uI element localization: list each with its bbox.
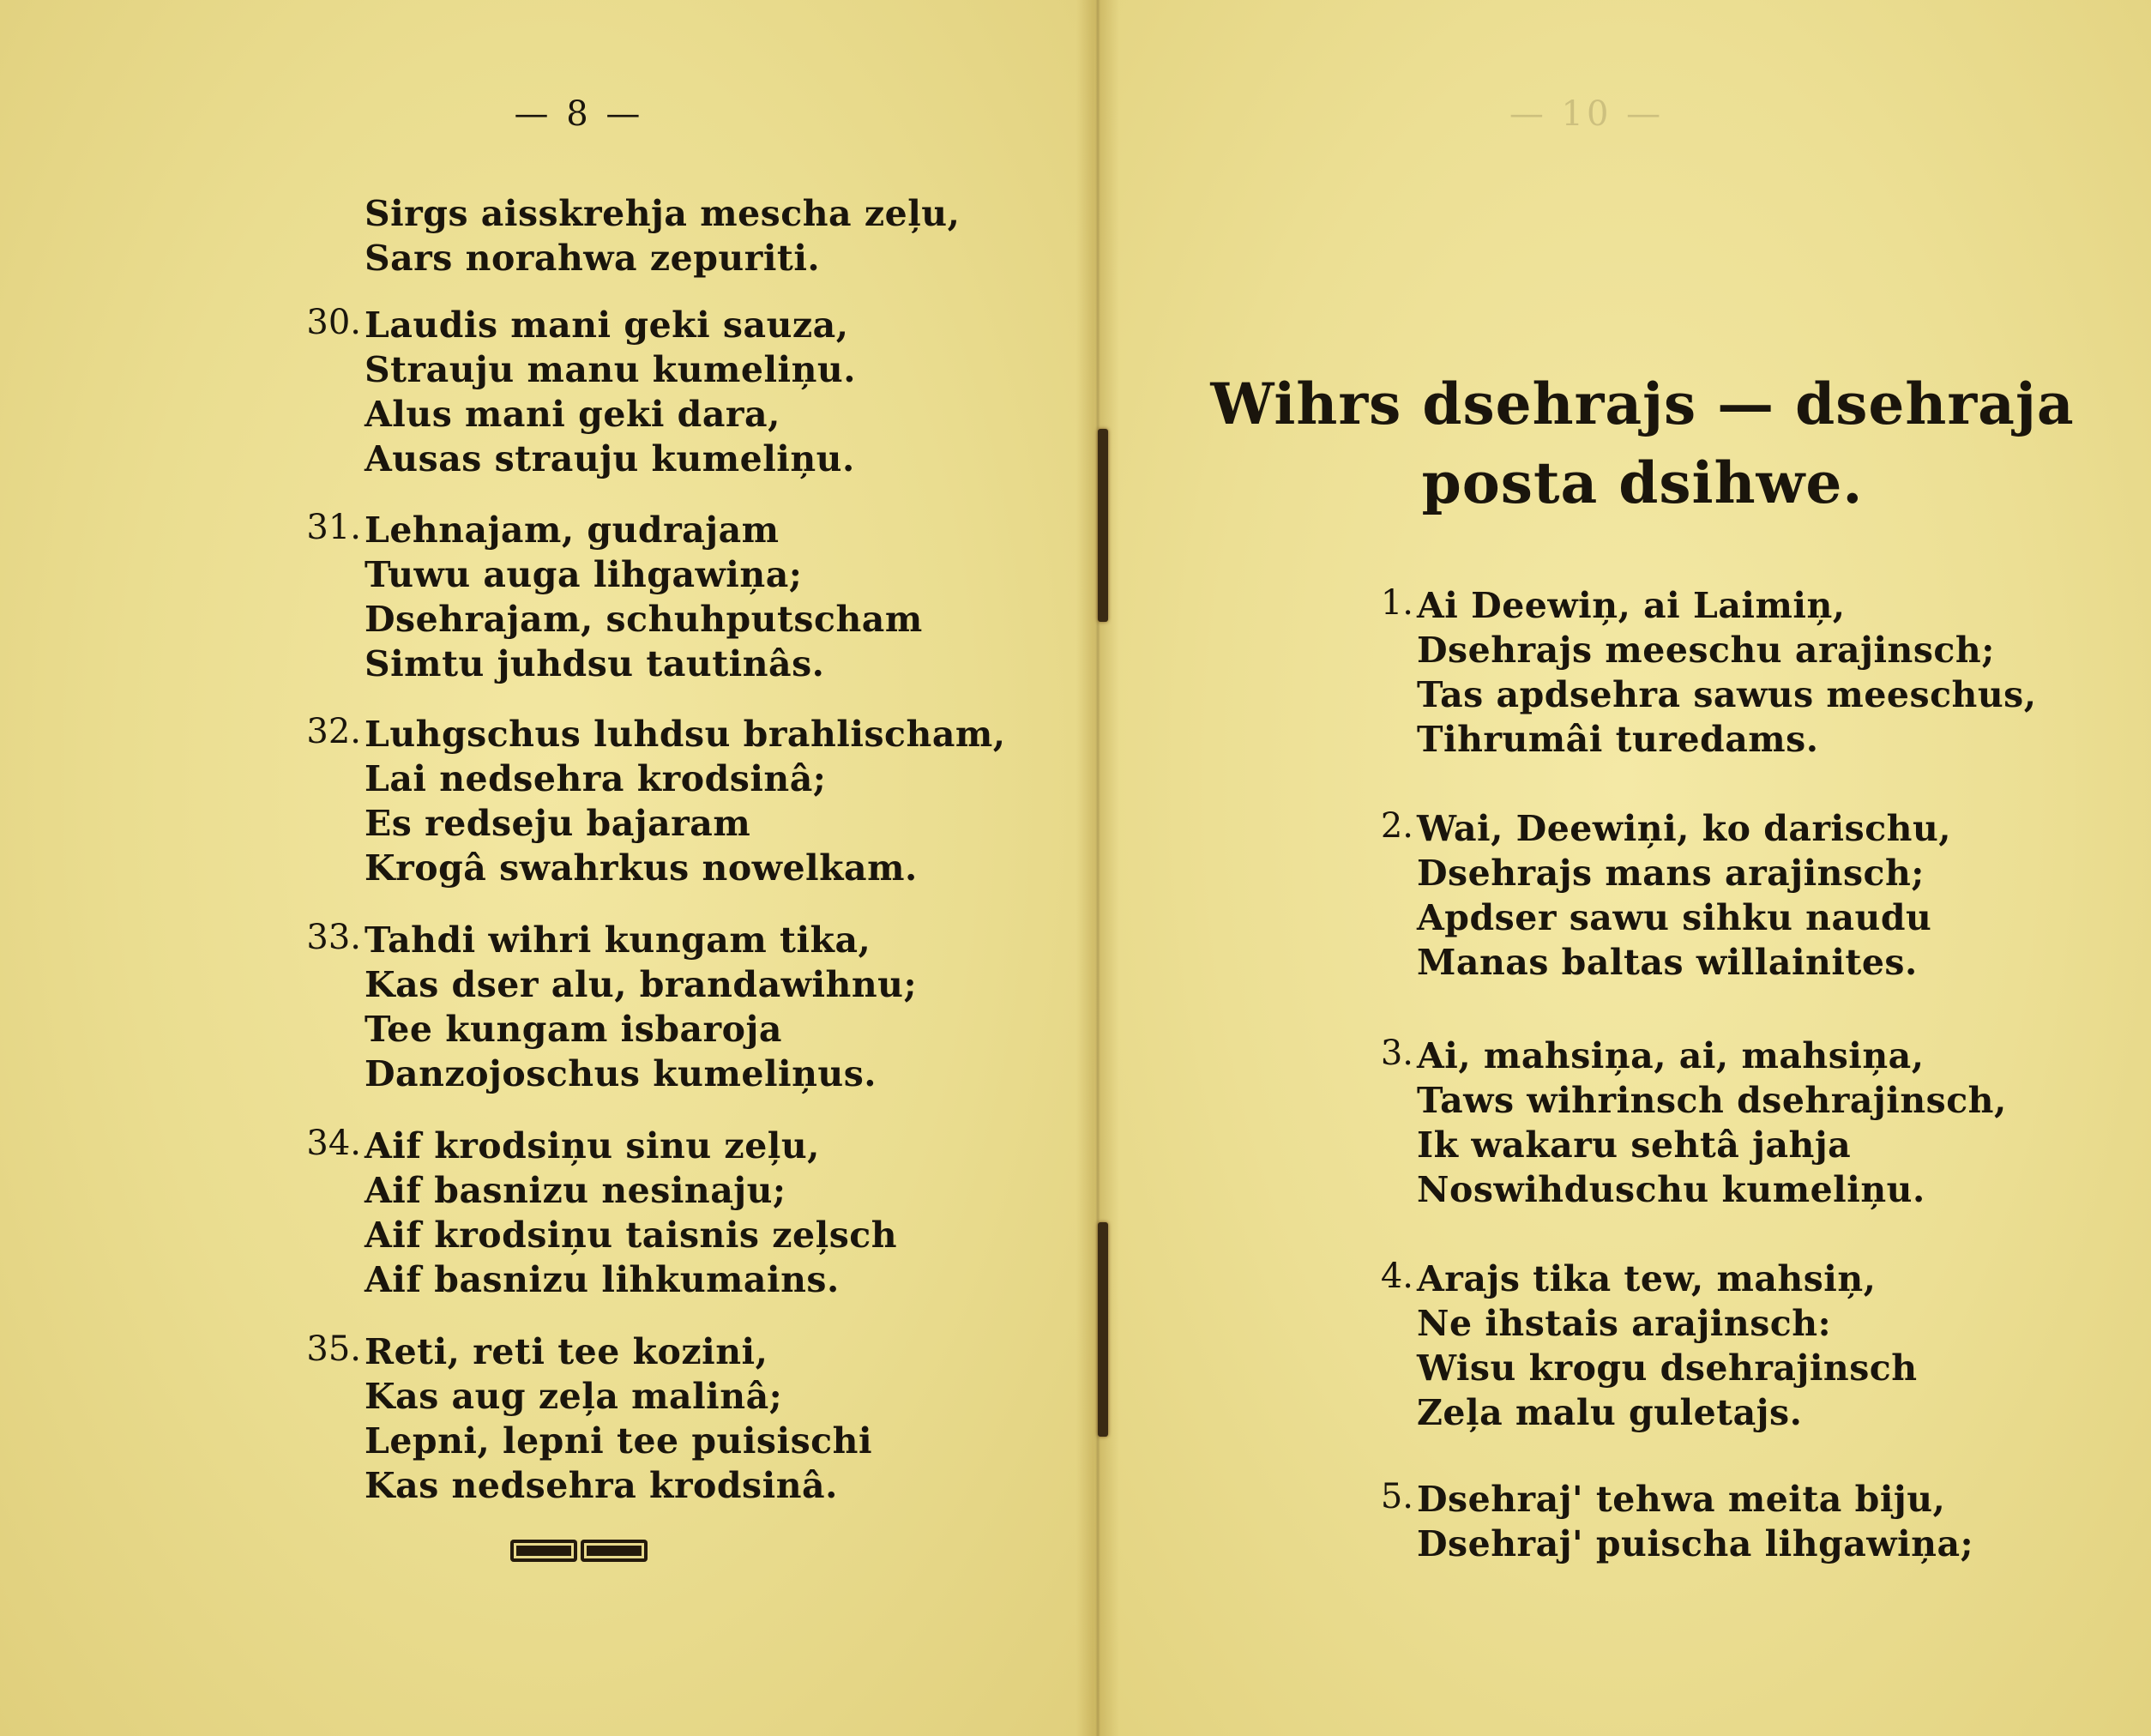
- stanza-number: 2.: [1380, 806, 1413, 846]
- stanza-number: 34.: [306, 1124, 361, 1163]
- verse-line: Apdser sawu sihku naudu: [1417, 897, 1932, 938]
- staple-bottom: [1098, 1222, 1108, 1437]
- stanza-30: [306, 303, 857, 481]
- verse-line: Sars norahwa zepuriti.: [365, 238, 821, 279]
- verse-line: Dsehraj' puischa lihgawiņa;: [1417, 1523, 1974, 1564]
- stanza-number: 1.: [1380, 583, 1413, 623]
- verse-line: Lepni, lepni tee puisischi: [365, 1420, 873, 1462]
- verse-line: Es redseju bajaram: [365, 803, 751, 844]
- verse-line: Ne ihstais arajinsch:: [1417, 1303, 1832, 1344]
- stanza-r3: [1380, 1034, 2007, 1212]
- center-fold: [1076, 0, 1119, 1736]
- verse-line: Lai nedsehra krodsinâ;: [365, 758, 827, 799]
- stanza-number: 5.: [1380, 1477, 1413, 1516]
- verse-line: Krogâ swahrkus nowelkam.: [365, 847, 918, 889]
- verse-line: Aif krodsiņu sinu zeļu,: [365, 1125, 820, 1166]
- verse-line: Wisu krogu dsehrajinsch: [1417, 1347, 1918, 1389]
- stanza-continued: [365, 191, 960, 280]
- verse-line: Kas dser alu, brandawihnu;: [365, 964, 918, 1005]
- verse-line: Dsehraj' tehwa meita biju,: [1417, 1479, 1946, 1520]
- verse-line: Strauju manu kumeliņu.: [365, 349, 857, 390]
- verse-line: Luhgschus luhdsu brahlischam,: [365, 714, 1006, 755]
- verse-line: Taws wihrinsch dsehrajinsch,: [1417, 1080, 2007, 1121]
- verse-line: Dsehrajam, schuhputscham: [365, 599, 923, 640]
- stanza-number: 31.: [306, 508, 361, 547]
- verse-line: Kas aug zeļa malinâ;: [365, 1376, 783, 1417]
- verse-line: Tihrumâi turedams.: [1417, 719, 1819, 760]
- poem-title: Wihrs dsehrajs — dsehraja posta dsihwe.: [1210, 371, 2075, 516]
- verse-line: Danzojoschus kumeliņus.: [365, 1053, 877, 1094]
- verse-line: Noswihduschu kumeliņu.: [1417, 1169, 1925, 1210]
- stanza-number: 4.: [1380, 1257, 1413, 1296]
- verse-line: Tahdi wihri kungam tika,: [365, 919, 871, 961]
- stanza-number: 35.: [306, 1329, 361, 1369]
- verse-line: Tee kungam isbaroja: [365, 1009, 782, 1050]
- verse-line: Reti, reti tee kozini,: [365, 1331, 768, 1372]
- verse-line: Ai Deewiņ, ai Laimiņ,: [1417, 585, 1846, 626]
- verse-line: Manas baltas willainites.: [1417, 942, 1918, 983]
- stanza-33: [306, 918, 918, 1096]
- stanza-r1: [1380, 583, 2037, 762]
- verse-line: Sirgs aisskrehja mescha zeļu,: [365, 193, 961, 234]
- verse-line: Aif basnizu lihkumains.: [365, 1259, 840, 1300]
- stanza-number: 33.: [306, 918, 361, 957]
- verse-line: Tas apdsehra sawus meeschus,: [1417, 674, 2037, 715]
- verse-line: Alus mani geki dara,: [365, 394, 780, 435]
- page-number-left: — 8 —: [514, 94, 644, 134]
- verse-line: Tuwu auga lihgawiņa;: [365, 554, 803, 595]
- verse-line: Ai, mahsiņa, ai, mahsiņa,: [1417, 1035, 1925, 1076]
- stanza-34: [306, 1124, 898, 1302]
- verse-line: Dsehrajs meeschu arajinsch;: [1417, 630, 1995, 671]
- verse-line: Zeļa malu guletajs.: [1417, 1392, 1803, 1433]
- verse-line: Kas nedsehra krodsinâ.: [365, 1465, 838, 1506]
- verse-line: Ik wakaru sehtâ jahja: [1417, 1124, 1852, 1166]
- stanza-r4: [1380, 1257, 1918, 1435]
- stanza-35: [306, 1329, 873, 1508]
- stanza-r2: [1380, 806, 1952, 985]
- verse-line: Lehnajam, gudrajam: [365, 509, 780, 551]
- verse-line: Aif krodsiņu taisnis zeļsch: [365, 1215, 898, 1256]
- stanza-number: 32.: [306, 712, 361, 751]
- verse-line: Aif basnizu nesinaju;: [365, 1170, 786, 1211]
- verse-line: Laudis mani geki sauza,: [365, 304, 849, 346]
- verse-line: Ausas strauju kumeliņu.: [365, 438, 855, 479]
- verse-line: Simtu juhdsu tautinâs.: [365, 643, 825, 684]
- verse-line: Dsehrajs mans arajinsch;: [1417, 853, 1925, 894]
- stanza-number: 30.: [306, 303, 361, 342]
- page-number-right: — 10 —: [1509, 94, 1665, 134]
- stanza-32: [306, 712, 1006, 890]
- stanza-r5: [1380, 1477, 1974, 1566]
- verse-line: Arajs tika tew, mahsiņ,: [1417, 1258, 1877, 1299]
- verse-line: Wai, Deewiņi, ko darischu,: [1417, 808, 1952, 849]
- stanza-number: 3.: [1380, 1034, 1413, 1073]
- end-ornament: [510, 1540, 648, 1562]
- staple-top: [1098, 429, 1108, 622]
- stanza-31: [306, 508, 923, 686]
